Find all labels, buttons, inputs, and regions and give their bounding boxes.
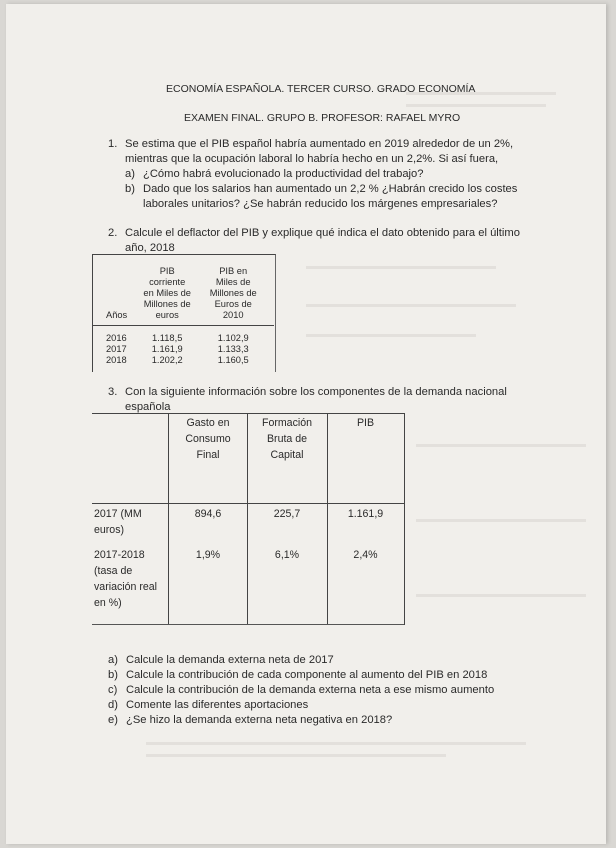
spacer-row <box>92 323 263 333</box>
year-cell: 2016 <box>106 333 127 343</box>
q1-b-line2: laborales unitarios? ¿Se habrán reducido los márgenes empresariales? <box>143 198 498 210</box>
header-line: Formación <box>261 417 313 429</box>
q2-line2: año, 2018 <box>125 242 175 254</box>
q1-number: 1. <box>108 138 118 150</box>
q3-item-label: e) <box>108 714 118 726</box>
bleed-mark <box>146 754 446 757</box>
year-cell: 2017 <box>106 344 127 354</box>
header-line: Bruta de <box>266 433 308 445</box>
real-cell: 1.102,9 <box>217 333 249 343</box>
header-line: 2010 <box>222 310 244 320</box>
bleed-mark <box>406 104 546 107</box>
label-line: euros) <box>94 524 125 536</box>
table-row <box>92 355 263 366</box>
q3-item-text: Calcule la contribución de cada componente al aumento del PIB en 2018 <box>126 669 488 681</box>
row2-gdp: 2,4% <box>353 549 378 561</box>
row1-label <box>94 506 142 538</box>
header-line: PIB <box>159 266 175 276</box>
q3-line2: española <box>125 401 171 413</box>
header-line: euros <box>155 310 179 320</box>
q3-item-text: Calcule la demanda externa neta de 2017 <box>126 654 334 666</box>
gdp-table <box>92 255 263 366</box>
bleed-mark <box>306 266 496 269</box>
q3-item-label: c) <box>108 684 118 696</box>
header-investment <box>247 415 327 463</box>
table-border <box>92 413 405 414</box>
header-line: Miles de <box>215 277 251 287</box>
nominal-cell: 1.202,2 <box>151 355 183 365</box>
real-cell: 1.133,3 <box>217 344 249 354</box>
exam-title: ECONOMÍA ESPAÑOLA. TERCER CURSO. GRADO ECONOMÍA <box>166 83 476 95</box>
label-line: (tasa de <box>94 565 133 577</box>
table-row <box>92 344 263 355</box>
row1-investment: 225,7 <box>273 508 301 520</box>
q2-number: 2. <box>108 227 118 239</box>
gdp-table-header-row <box>92 255 263 323</box>
header-line: Gasto en <box>186 417 230 429</box>
header-line: PIB <box>356 417 375 429</box>
q2-line1: Calcule el deflactor del PIB y explique qué indica el dato obtenido para el último <box>125 227 520 239</box>
row1-gdp: 1.161,9 <box>347 508 384 520</box>
col-real-header <box>203 255 263 323</box>
label-line: 2017-2018 <box>94 549 145 561</box>
bleed-mark <box>416 519 586 522</box>
table-border <box>92 624 404 625</box>
header-line: Final <box>196 449 220 461</box>
bleed-mark <box>306 304 516 307</box>
header-gdp <box>327 415 404 431</box>
header-line: Euros de <box>214 299 252 309</box>
header-line: corriente <box>149 277 186 287</box>
table-border <box>92 503 405 504</box>
table-row <box>92 333 263 344</box>
q3-item-label: a) <box>108 654 118 666</box>
q1-b-label: b) <box>125 183 135 195</box>
header-line: Millones de <box>209 288 257 298</box>
row2-label <box>94 547 157 611</box>
row2-investment: 6,1% <box>274 549 300 561</box>
header-line: PIB en <box>219 266 248 276</box>
label-line: 2017 (MM <box>94 508 142 520</box>
header-line: Capital <box>270 449 304 461</box>
bleed-mark <box>306 334 476 337</box>
header-line: Millones de <box>143 299 191 309</box>
q3-line1: Con la siguiente información sobre los componentes de la demanda nacional <box>125 386 507 398</box>
q3-item-label: b) <box>108 669 118 681</box>
exam-subtitle: EXAMEN FINAL. GRUPO B. PROFESOR: RAFAEL MYRO <box>184 112 461 124</box>
bleed-mark <box>416 444 586 447</box>
real-cell: 1.160,5 <box>217 355 249 365</box>
demand-table <box>92 413 405 625</box>
q1-a-label: a) <box>125 168 135 180</box>
header-consumption <box>168 415 248 463</box>
bleed-mark <box>416 594 586 597</box>
nominal-cell: 1.118,5 <box>152 333 183 343</box>
q1-b-line1: Dado que los salarios han aumentado un 2,2 % ¿Habrán crecido los costes <box>143 183 518 195</box>
q3-item-text: ¿Se hizo la demanda externa neta negativa en 2018? <box>126 714 393 726</box>
row2-consumption: 1,9% <box>195 549 221 561</box>
nominal-cell: 1.161,9 <box>151 344 183 354</box>
bleed-mark <box>146 742 526 745</box>
q3-item-text: Calcule la contribución de la demanda externa neta a ese mismo aumento <box>126 684 495 696</box>
q1-a-text: ¿Cómo habrá evolucionado la productividad del trabajo? <box>143 168 424 180</box>
q3-number: 3. <box>108 386 118 398</box>
header-line: en Miles de <box>143 288 191 298</box>
row1-consumption: 894,6 <box>194 508 222 520</box>
table-border <box>404 413 405 625</box>
label-line: variación real <box>94 581 158 593</box>
header-line: Consumo <box>185 433 231 445</box>
label-line: en %) <box>94 597 122 609</box>
q1-line2: mientras que la ocupación laboral lo habría hecho en un 2,2%. Si así fuera, <box>125 153 499 165</box>
col-years-header: Años <box>106 310 128 320</box>
q3-item-text: Comente las diferentes aportaciones <box>126 699 309 711</box>
col-nominal-header <box>131 255 203 323</box>
q1-line1: Se estima que el PIB español habría aumentado en 2019 alrededor de un 2%, <box>125 138 514 150</box>
year-cell: 2018 <box>106 355 127 365</box>
q3-item-label: d) <box>108 699 118 711</box>
